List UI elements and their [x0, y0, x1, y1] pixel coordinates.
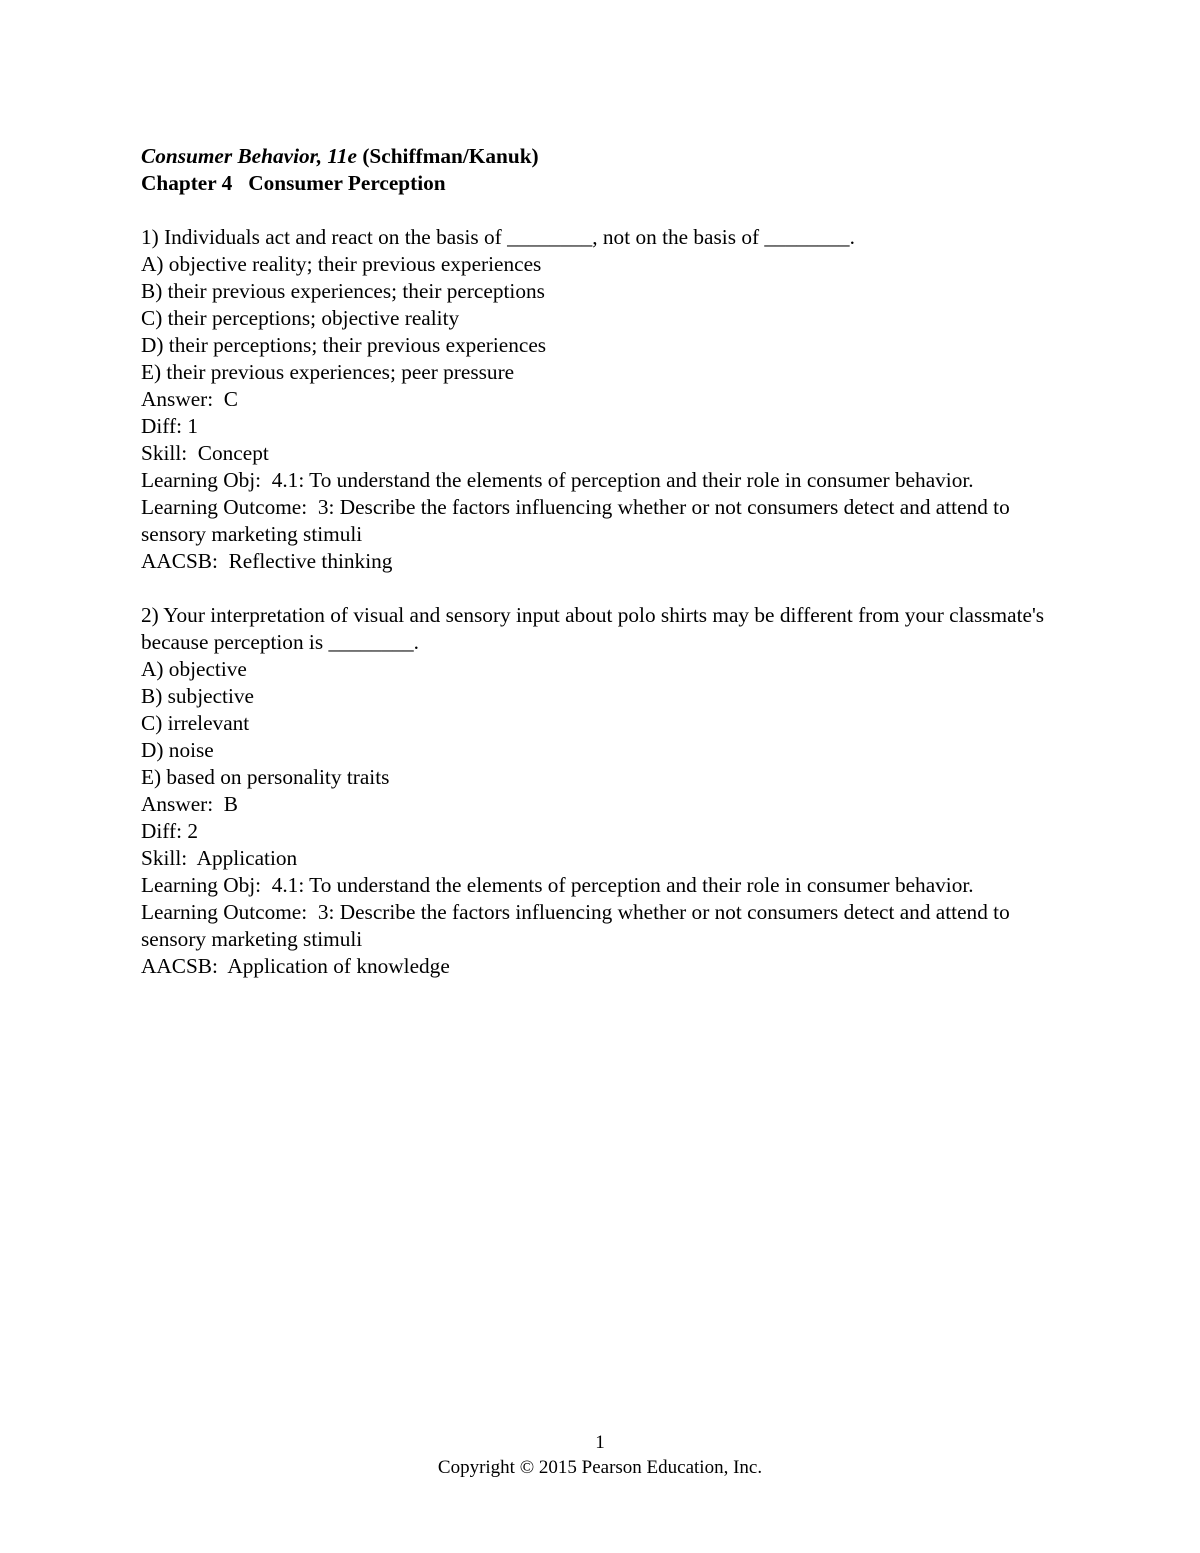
answer-option: B) their previous experiences; their perceptions: [141, 279, 545, 303]
skill: Skill: Concept: [141, 441, 269, 465]
page-number: 1: [595, 1432, 605, 1453]
learning-objective: Learning Obj: 4.1: To understand the elements of perception and their role in consumer behavior.: [141, 468, 974, 492]
answer-option: D) their perceptions; their previous experiences: [141, 333, 547, 357]
question-stem: 2) Your interpretation of visual and sensory input about polo shirts may be different from your classmate's because perception is ________.: [141, 603, 1045, 654]
answer-option: C) irrelevant: [141, 711, 250, 735]
spacer: [141, 197, 1061, 224]
book-title-line: [141, 143, 1061, 170]
difficulty: Diff: 1: [141, 414, 198, 438]
answer-option: B) subjective: [141, 684, 254, 708]
answer-option: D) noise: [141, 738, 214, 762]
copyright-notice: Copyright © 2015 Pearson Education, Inc.: [437, 1457, 763, 1478]
book-authors: (Schiffman/Kanuk): [362, 144, 539, 168]
question-stem: 1) Individuals act and react on the basis of ________, not on the basis of ________.: [141, 225, 855, 249]
aacsb: AACSB: Reflective thinking: [141, 549, 393, 573]
answer-option: E) their previous experiences; peer pressure: [141, 360, 515, 384]
aacsb: AACSB: Application of knowledge: [141, 954, 450, 978]
learning-outcome: Learning Outcome: 3: Describe the factors influencing whether or not consumers detect and attend to sensory marketing stimuli: [141, 900, 1016, 951]
question-block: [141, 602, 1061, 980]
spacer: [141, 575, 1061, 602]
page-content: [141, 143, 1061, 980]
answer-option: A) objective reality; their previous experiences: [141, 252, 542, 276]
chapter-title: Chapter 4 Consumer Perception: [141, 171, 446, 195]
answer-option: E) based on personality traits: [141, 765, 390, 789]
question-block: [141, 224, 1061, 575]
difficulty: Diff: 2: [141, 819, 198, 843]
skill: Skill: Application: [141, 846, 298, 870]
learning-outcome: Learning Outcome: 3: Describe the factors influencing whether or not consumers detect and attend to sensory marketing stimuli: [141, 495, 1016, 546]
answer-option: A) objective: [141, 657, 247, 681]
answer-key: Answer: B: [141, 792, 239, 816]
answer-key: Answer: C: [141, 387, 239, 411]
learning-objective: Learning Obj: 4.1: To understand the elements of perception and their role in consumer behavior.: [141, 873, 974, 897]
answer-option: C) their perceptions; objective reality: [141, 306, 460, 330]
book-edition: 11e: [327, 144, 357, 168]
book-title: Consumer Behavior,: [141, 144, 323, 168]
